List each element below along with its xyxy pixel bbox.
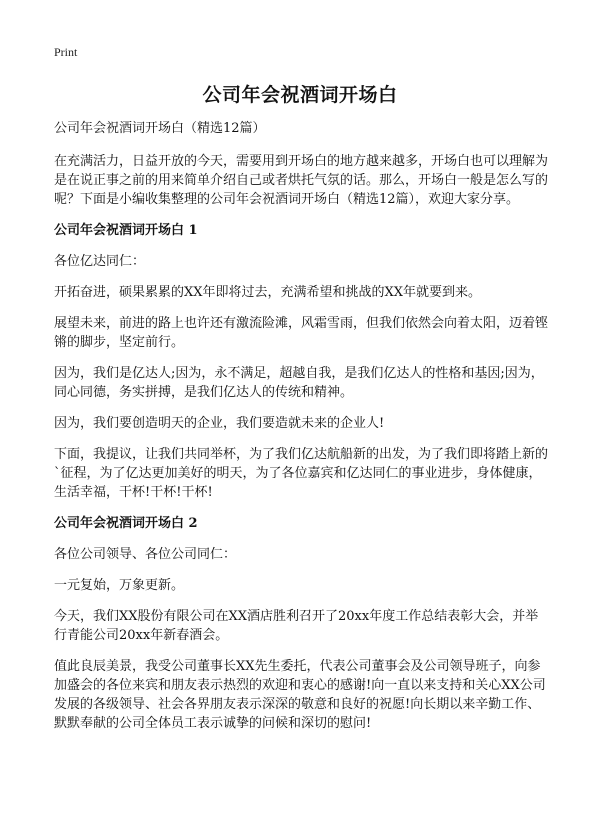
section-heading: 公司年会祝酒词开场白 1: [54, 223, 198, 238]
paragraph: 因为，我们是亿达人;因为，永不满足，超越自我，是我们亿达人的性格和基因;因为，同心同德，务实拼搏，是我们亿达人的传统和精神。: [54, 366, 544, 400]
paragraph: 各位公司领导、各位公司同仁：: [54, 547, 237, 562]
paragraph: 值此良辰美景，我受公司董事长XX先生委托，代表公司董事会及公司领导班子，向参加盛会的各位来宾和朋友表示热烈的欢迎和衷心的感谢!向一直以来支持和关心XX公司发展的各级领导、社会各界朋友表示深深的敬意和良好的祝愿!向长期以来辛勤工作、默默奉献的公司全体员工表示诚挚的问候和深切的慰问!: [54, 659, 546, 731]
page-title: 公司年会祝酒词开场白: [202, 84, 398, 106]
print-link[interactable]: Print: [54, 45, 78, 59]
paragraph: 开拓奋进，硕果累累的XX年即将过去，充满希望和挑战的XX年就要到来。: [54, 285, 482, 300]
paragraph: 今天，我们XX股份有限公司在XX酒店胜利召开了20xx年度工作总结表彰大会，并举行青能公司20xx年新春酒会。: [54, 609, 539, 643]
paragraph: 因为，我们要创造明天的企业，我们要造就未来的企业人!: [54, 416, 385, 431]
intro-paragraph: 在充满活力，日益开放的今天，需要用到开场白的地方越来越多，开场白也可以理解为是在说正事之前的用来简单介绍自己或者烘托气氛的话。那么，开场白一般是怎么写的呢？下面是小编收集整理的公司年会祝酒词开场白（精选12篇），欢迎大家分享。: [54, 154, 549, 207]
paragraph: 下面，我提议，让我们共同举杯，为了我们亿达航船新的出发，为了我们即将踏上新的`征程，为了亿达更加美好的明天，为了各位嘉宾和亿达同仁的事业进步，身体健康，生活幸福，干杯!干杯!干杯!: [54, 447, 549, 500]
document-subtitle: 公司年会祝酒词开场白（精选12篇）: [54, 121, 266, 136]
document-body: [54, 119, 550, 745]
section-heading: 公司年会祝酒词开场白 2: [54, 516, 198, 531]
paragraph: 展望未来，前进的路上也许还有激流险滩，风霜雪雨，但我们依然会向着太阳，迈着铿锵的脚步，坚定前行。: [54, 316, 549, 350]
paragraph: 各位亿达同仁：: [54, 254, 146, 269]
paragraph: 一元复始，万象更新。: [54, 578, 185, 593]
